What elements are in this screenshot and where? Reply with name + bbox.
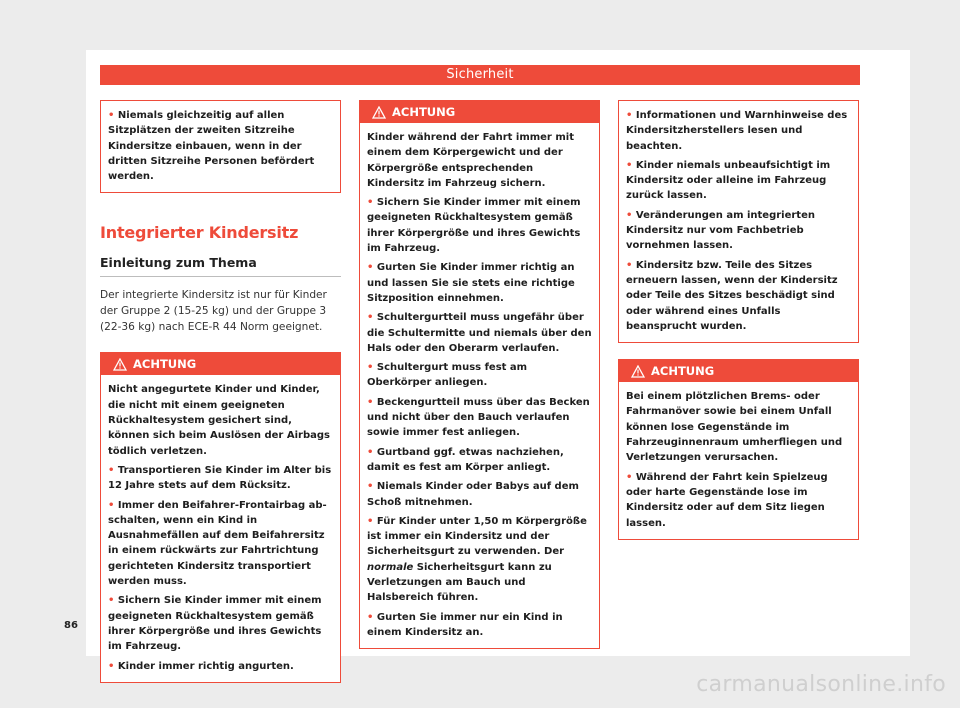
- bullet-icon: •: [108, 660, 115, 672]
- warning-title: ACHTUNG: [651, 364, 715, 379]
- warning-intro: Bei einem plötzlichen Brems- oder Fahrmanöver sowie bei einem Unfall können lose Gegenstände im Fahrzeuginnenraum umherfliegen und Verletzungen verursachen.: [626, 391, 843, 464]
- bullet-text: Niemals Kinder oder Babys auf dem Schoß mitnehmen.: [367, 481, 579, 508]
- warning-triangle-icon: [631, 365, 645, 378]
- subsection-title: Einleitung zum Thema: [100, 255, 341, 277]
- bullet-text: Kinder immer richtig angurten.: [117, 660, 294, 672]
- bullet-text: Gurten Sie immer nur ein Kind in einem Kindersitz an.: [367, 611, 563, 638]
- bullet-text: Transportieren Sie Kinder im Alter bis 12 Jahre stets auf dem Rücksitz.: [108, 464, 332, 492]
- bullet-icon: •: [626, 209, 633, 221]
- note-box-continued: [618, 100, 859, 343]
- bullet-icon: •: [367, 396, 374, 408]
- warning-intro: Nicht angegurtete Kinder und Kinder, die nicht mit einem geeigneten Rückhaltesystem gesichert sind, können sich beim Auslösen der Airbags tödlich verletzen.: [108, 384, 330, 457]
- warning-bullet: [367, 310, 593, 356]
- bullet-text: Sichern Sie Kinder immer mit einem geeigneten Rückhaltesystem gemäß ihrer Körpergröße und ihres Gewichts im Fahrzeug.: [367, 197, 581, 255]
- bullet-text: Kinder niemals unbeaufsichtigt im Kindersitz oder alleine im Fahrzeug zurück lassen.: [626, 159, 831, 202]
- bullet-text: Sicherheitsgurt kann zu Verletzungen am Bauch und Halsbereich führen.: [367, 561, 552, 604]
- bullet-icon: •: [626, 471, 633, 483]
- bullet-icon: •: [626, 110, 633, 121]
- warning-triangle-icon: [113, 358, 127, 371]
- emphasis-text: normale: [367, 561, 414, 573]
- warning-bullet: [367, 360, 593, 391]
- warning-header: [360, 101, 599, 123]
- note-bullet: [626, 108, 852, 154]
- bullet-icon: •: [367, 611, 374, 623]
- warning-box: [359, 100, 600, 649]
- bullet-icon: •: [367, 515, 374, 527]
- warning-triangle-icon: [372, 106, 386, 119]
- warning-bullet: [626, 470, 852, 531]
- bullet-icon: •: [367, 312, 374, 324]
- bullet-text: Schultergurt muss fest am Oberkörper anliegen.: [367, 362, 528, 389]
- page-gutter: [48, 50, 86, 656]
- warning-title: ACHTUNG: [392, 105, 456, 119]
- note-bullet: [108, 108, 334, 184]
- warning-bullet: [367, 395, 593, 441]
- watermark-text: carmanualsonline.info: [696, 672, 946, 697]
- warning-bullet: [367, 479, 593, 510]
- bullet-icon: •: [108, 464, 115, 476]
- warning-bullet: [367, 514, 593, 606]
- note-bullet: [626, 258, 852, 334]
- note-bullet: [626, 208, 852, 254]
- note-box-continued: [100, 100, 341, 193]
- warning-bullet: [108, 659, 334, 674]
- section-title: Integrierter Kindersitz: [100, 223, 299, 243]
- warning-bullet: [367, 445, 593, 476]
- bullet-icon: •: [108, 595, 115, 607]
- bullet-icon: •: [367, 197, 374, 209]
- warning-bullet: [367, 195, 593, 256]
- warning-title: ACHTUNG: [133, 357, 197, 372]
- warning-bullet: [108, 463, 334, 494]
- bullet-icon: •: [367, 481, 374, 493]
- warning-header: [619, 360, 858, 382]
- bullet-icon: •: [367, 362, 374, 374]
- bullet-text: Während der Fahrt kein Spielzeug oder harte Gegenstände lose im Kindersitz oder auf dem Sitz liegen lassen.: [626, 471, 828, 529]
- warning-bullet: [367, 260, 593, 306]
- bullet-text: Schultergurtteil muss ungefähr über die Schultermitte und niemals über den Hals oder den Oberarm verlaufen.: [367, 312, 592, 354]
- column-middle: [359, 100, 600, 649]
- bullet-text: Sichern Sie Kinder immer mit einem geeigneten Rückhaltesystem gemäß ihrer Körpergröße und ihres Gewichts im Fahrzeug.: [108, 595, 322, 653]
- warning-box: [618, 359, 859, 540]
- bullet-text: Beckengurtteil muss über das Becken und nicht über den Bauch verlaufen sowie immer fest anliegen.: [367, 396, 590, 439]
- page-number: 86: [64, 620, 78, 631]
- chapter-header: Sicherheit: [100, 65, 860, 85]
- warning-intro: Kinder während der Fahrt immer mit einem dem Körpergewicht und der Körpergröße entsprechenden Kindersitz im Fahrzeug sichern.: [367, 132, 574, 189]
- warning-header: [101, 353, 340, 375]
- note-bullet: [626, 158, 852, 204]
- column-left: [100, 100, 341, 683]
- warning-box: [100, 352, 341, 682]
- bullet-icon: •: [108, 499, 115, 511]
- bullet-icon: •: [367, 262, 374, 274]
- bullet-icon: •: [626, 259, 633, 271]
- bullet-text: Gurten Sie Kinder immer richtig an und lassen Sie sie stets eine richtige Sitzposition einnehmen.: [367, 262, 575, 304]
- bullet-icon: •: [367, 446, 374, 458]
- bullet-icon: •: [626, 159, 633, 171]
- bullet-text: Niemals gleichzeitig auf allen Sitzplätzen der zweiten Sitzreihe Kindersitze einbauen, wenn in der dritten Sitzreihe Personen befördert werden.: [108, 110, 315, 183]
- bullet-text: Gurtband ggf. etwas nachziehen, damit es fest am Körper anliegt.: [367, 446, 564, 473]
- bullet-text: Immer den Beifahrer-Frontairbag abschalten, wenn ein Kind in Ausnahmefällen auf dem Beifahrersitz in einem rückwärts zur Fahrtrichtung gerichteten Kindersitz transportiert werden muss.: [108, 499, 327, 588]
- warning-bullet: [367, 610, 593, 641]
- bullet-text: Für Kinder unter 1,50 m Körpergröße ist immer ein Kindersitz und der Sicherheitsgurt zu verwenden. Der: [367, 515, 587, 558]
- warning-bullet: [108, 498, 334, 590]
- bullet-icon: •: [108, 110, 115, 121]
- bullet-text: Informationen und Warnhinweise des Kindersitzherstellers lesen und beachten.: [626, 110, 848, 152]
- warning-bullet: [108, 593, 334, 654]
- bullet-text: Veränderungen am integrierten Kindersitz nur vom Fachbetrieb vornehmen lassen.: [626, 209, 815, 252]
- column-right: [618, 100, 859, 540]
- bullet-text: Kindersitz bzw. Teile des Sitzes erneuern lassen, wenn der Kindersitz oder Teile des Sitzes beschädigt sind oder während eines Unfalls beansprucht wurden.: [626, 259, 838, 332]
- intro-text: Der integrierte Kindersitz ist nur für Kinder der Gruppe 2 (15-25 kg) und der Gruppe 3 (22-36 kg) nach ECE-R 44 Norm geeignet.: [100, 289, 327, 334]
